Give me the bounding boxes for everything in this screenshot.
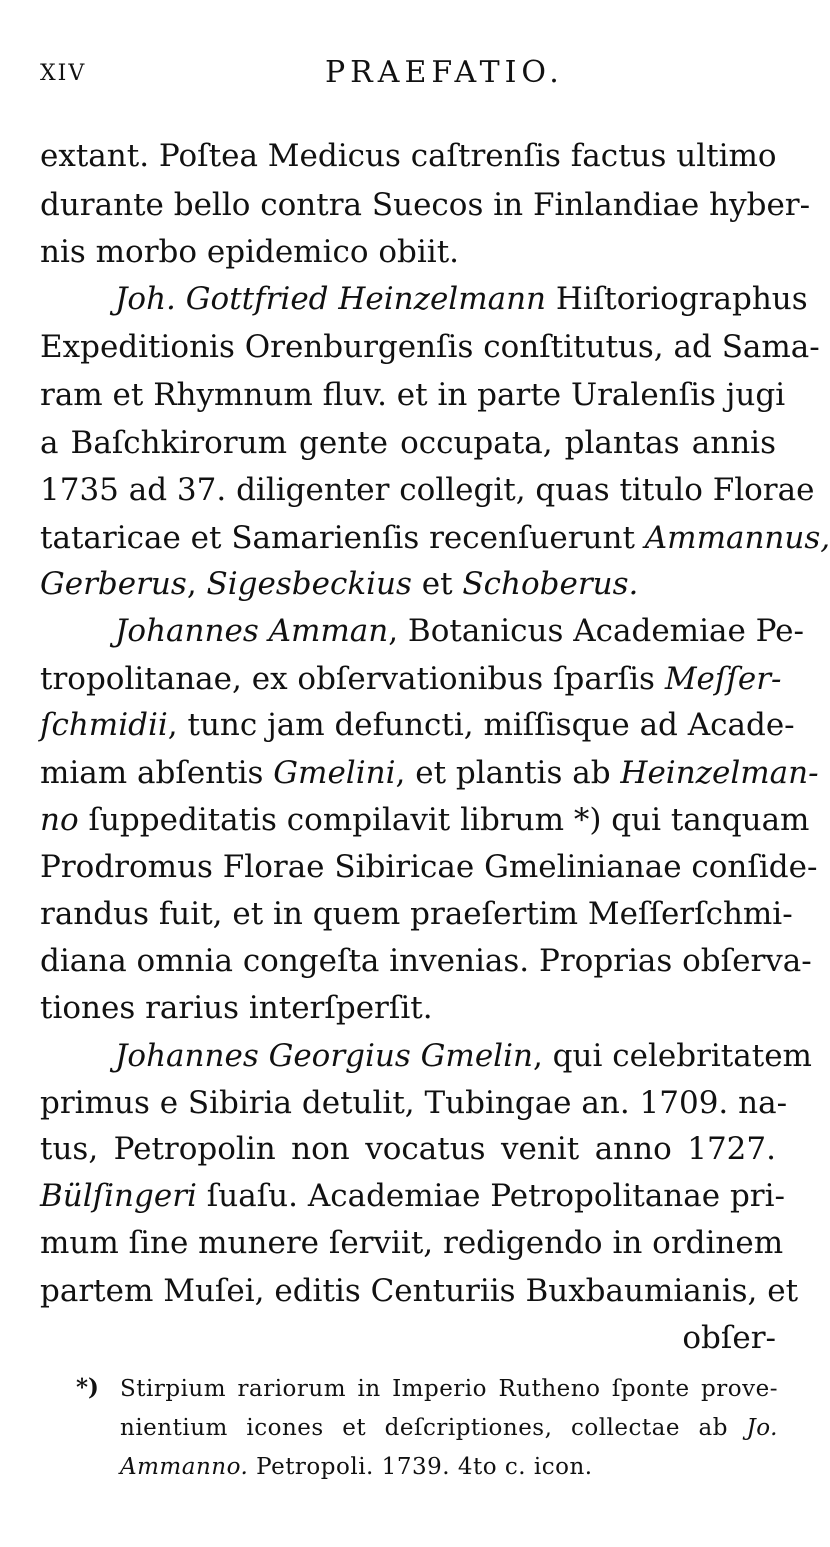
text-line xyxy=(40,562,776,606)
text-line xyxy=(40,798,810,842)
text-span: ſuaſu. Academiae Petropolitanae pri- xyxy=(196,1178,785,1214)
text-line xyxy=(40,657,782,701)
page-header xyxy=(40,55,770,95)
text-span: tropolitanae, ex obſervationibus ſparſis xyxy=(40,661,665,697)
text-span: miam abſentis xyxy=(40,755,274,791)
text-line: nis morbo epidemico obiit. xyxy=(40,234,460,270)
text-span: Hiſtoriographus xyxy=(546,281,808,317)
text-span: nientium icones et deſcriptiones, collectae ab xyxy=(120,1415,747,1441)
text-span: , tunc jam defuncti, miſſisque ad Acade- xyxy=(167,707,795,743)
text-line: durante bello contra Suecos in Finlandiae hyber- xyxy=(40,187,811,223)
text-line: Expeditionis Orenburgenſis conſtitutus, ad Sama- xyxy=(40,329,820,365)
text-span: et xyxy=(411,566,463,602)
text-line xyxy=(40,751,819,795)
text-line: tiones rarius interſperſit. xyxy=(40,990,433,1026)
text-line: tus, Petropolin non vocatus venit anno 1727. xyxy=(40,1131,776,1167)
text-line xyxy=(115,277,808,321)
text-span: tataricae et Samarienſis recenſuerunt xyxy=(40,520,645,556)
text-line: 1735 ad 37. diligenter collegit, quas titulo Florae xyxy=(40,472,815,508)
person-name: Ammanno. xyxy=(120,1454,249,1480)
text-line: ram et Rhymnum fluv. et in parte Uralenſis jugi xyxy=(40,377,786,413)
text-line: randus fuit, et in quem praeſertim Meſſerſchmi- xyxy=(40,896,793,932)
text-span: Petropoli. 1739. 4to c. icon. xyxy=(248,1454,593,1480)
person-name: Joh. Gottfried Heinzelmann xyxy=(115,281,547,317)
text-line xyxy=(40,516,830,560)
text-line: primus e Sibiria detulit, Tubingae an. 1709. na- xyxy=(40,1085,788,1121)
person-name: Johannes Amman xyxy=(115,613,389,649)
person-name: Bülſingeri xyxy=(40,1178,197,1214)
footnote-mark: *) xyxy=(76,1374,99,1401)
text-line: mum ſine munere ſerviit, redigendo in ordinem xyxy=(40,1225,784,1261)
person-name: Sigesbeckius xyxy=(206,566,412,602)
text-line: extant. Poſtea Medicus caſtrenſis factus ultimo xyxy=(40,138,777,174)
catchword: obſer- xyxy=(682,1320,776,1356)
footnote-line xyxy=(120,1413,778,1443)
text-span: ſuppeditatis compilavit librum *) qui tanquam xyxy=(78,802,810,838)
text-line xyxy=(40,703,795,747)
text-span: , Botanicus Academiae Pe- xyxy=(388,613,804,649)
text-line xyxy=(115,609,804,653)
person-name: Ammannus, xyxy=(644,520,830,556)
person-name: ſchmidii xyxy=(40,707,168,743)
text-line: Prodromus Florae Sibiricae Gmelinianae conſide- xyxy=(40,849,818,885)
person-name: Heinzelman- xyxy=(620,755,819,791)
text-line: diana omnia congeſta invenias. Proprias obſerva- xyxy=(40,943,812,979)
text-line: partem Muſei, editis Centuriis Buxbaumianis, et xyxy=(40,1273,799,1309)
person-name: Schoberus. xyxy=(462,566,639,602)
person-name: Gmelini xyxy=(273,755,396,791)
footnote-line: Stirpium rariorum in Imperio Rutheno ſponte prove- xyxy=(120,1376,778,1402)
person-name: Gerberus xyxy=(40,566,187,602)
text-span: , xyxy=(186,566,207,602)
text-line: a Baſchkirorum gente occupata, plantas annis xyxy=(40,425,776,461)
person-name: Meſſer- xyxy=(664,661,782,697)
text-span: , qui celebritatem xyxy=(532,1038,812,1074)
running-title: PRAEFATIO. xyxy=(325,55,564,90)
footnote-line xyxy=(120,1452,778,1482)
text-span: , et plantis ab xyxy=(395,755,621,791)
person-name: Jo. xyxy=(746,1415,778,1441)
page-number: XIV xyxy=(40,61,87,86)
text-line xyxy=(115,1034,812,1078)
person-name: no xyxy=(40,802,79,838)
person-name: Johannes Georgius Gmelin xyxy=(115,1038,533,1074)
text-line xyxy=(40,1174,785,1218)
